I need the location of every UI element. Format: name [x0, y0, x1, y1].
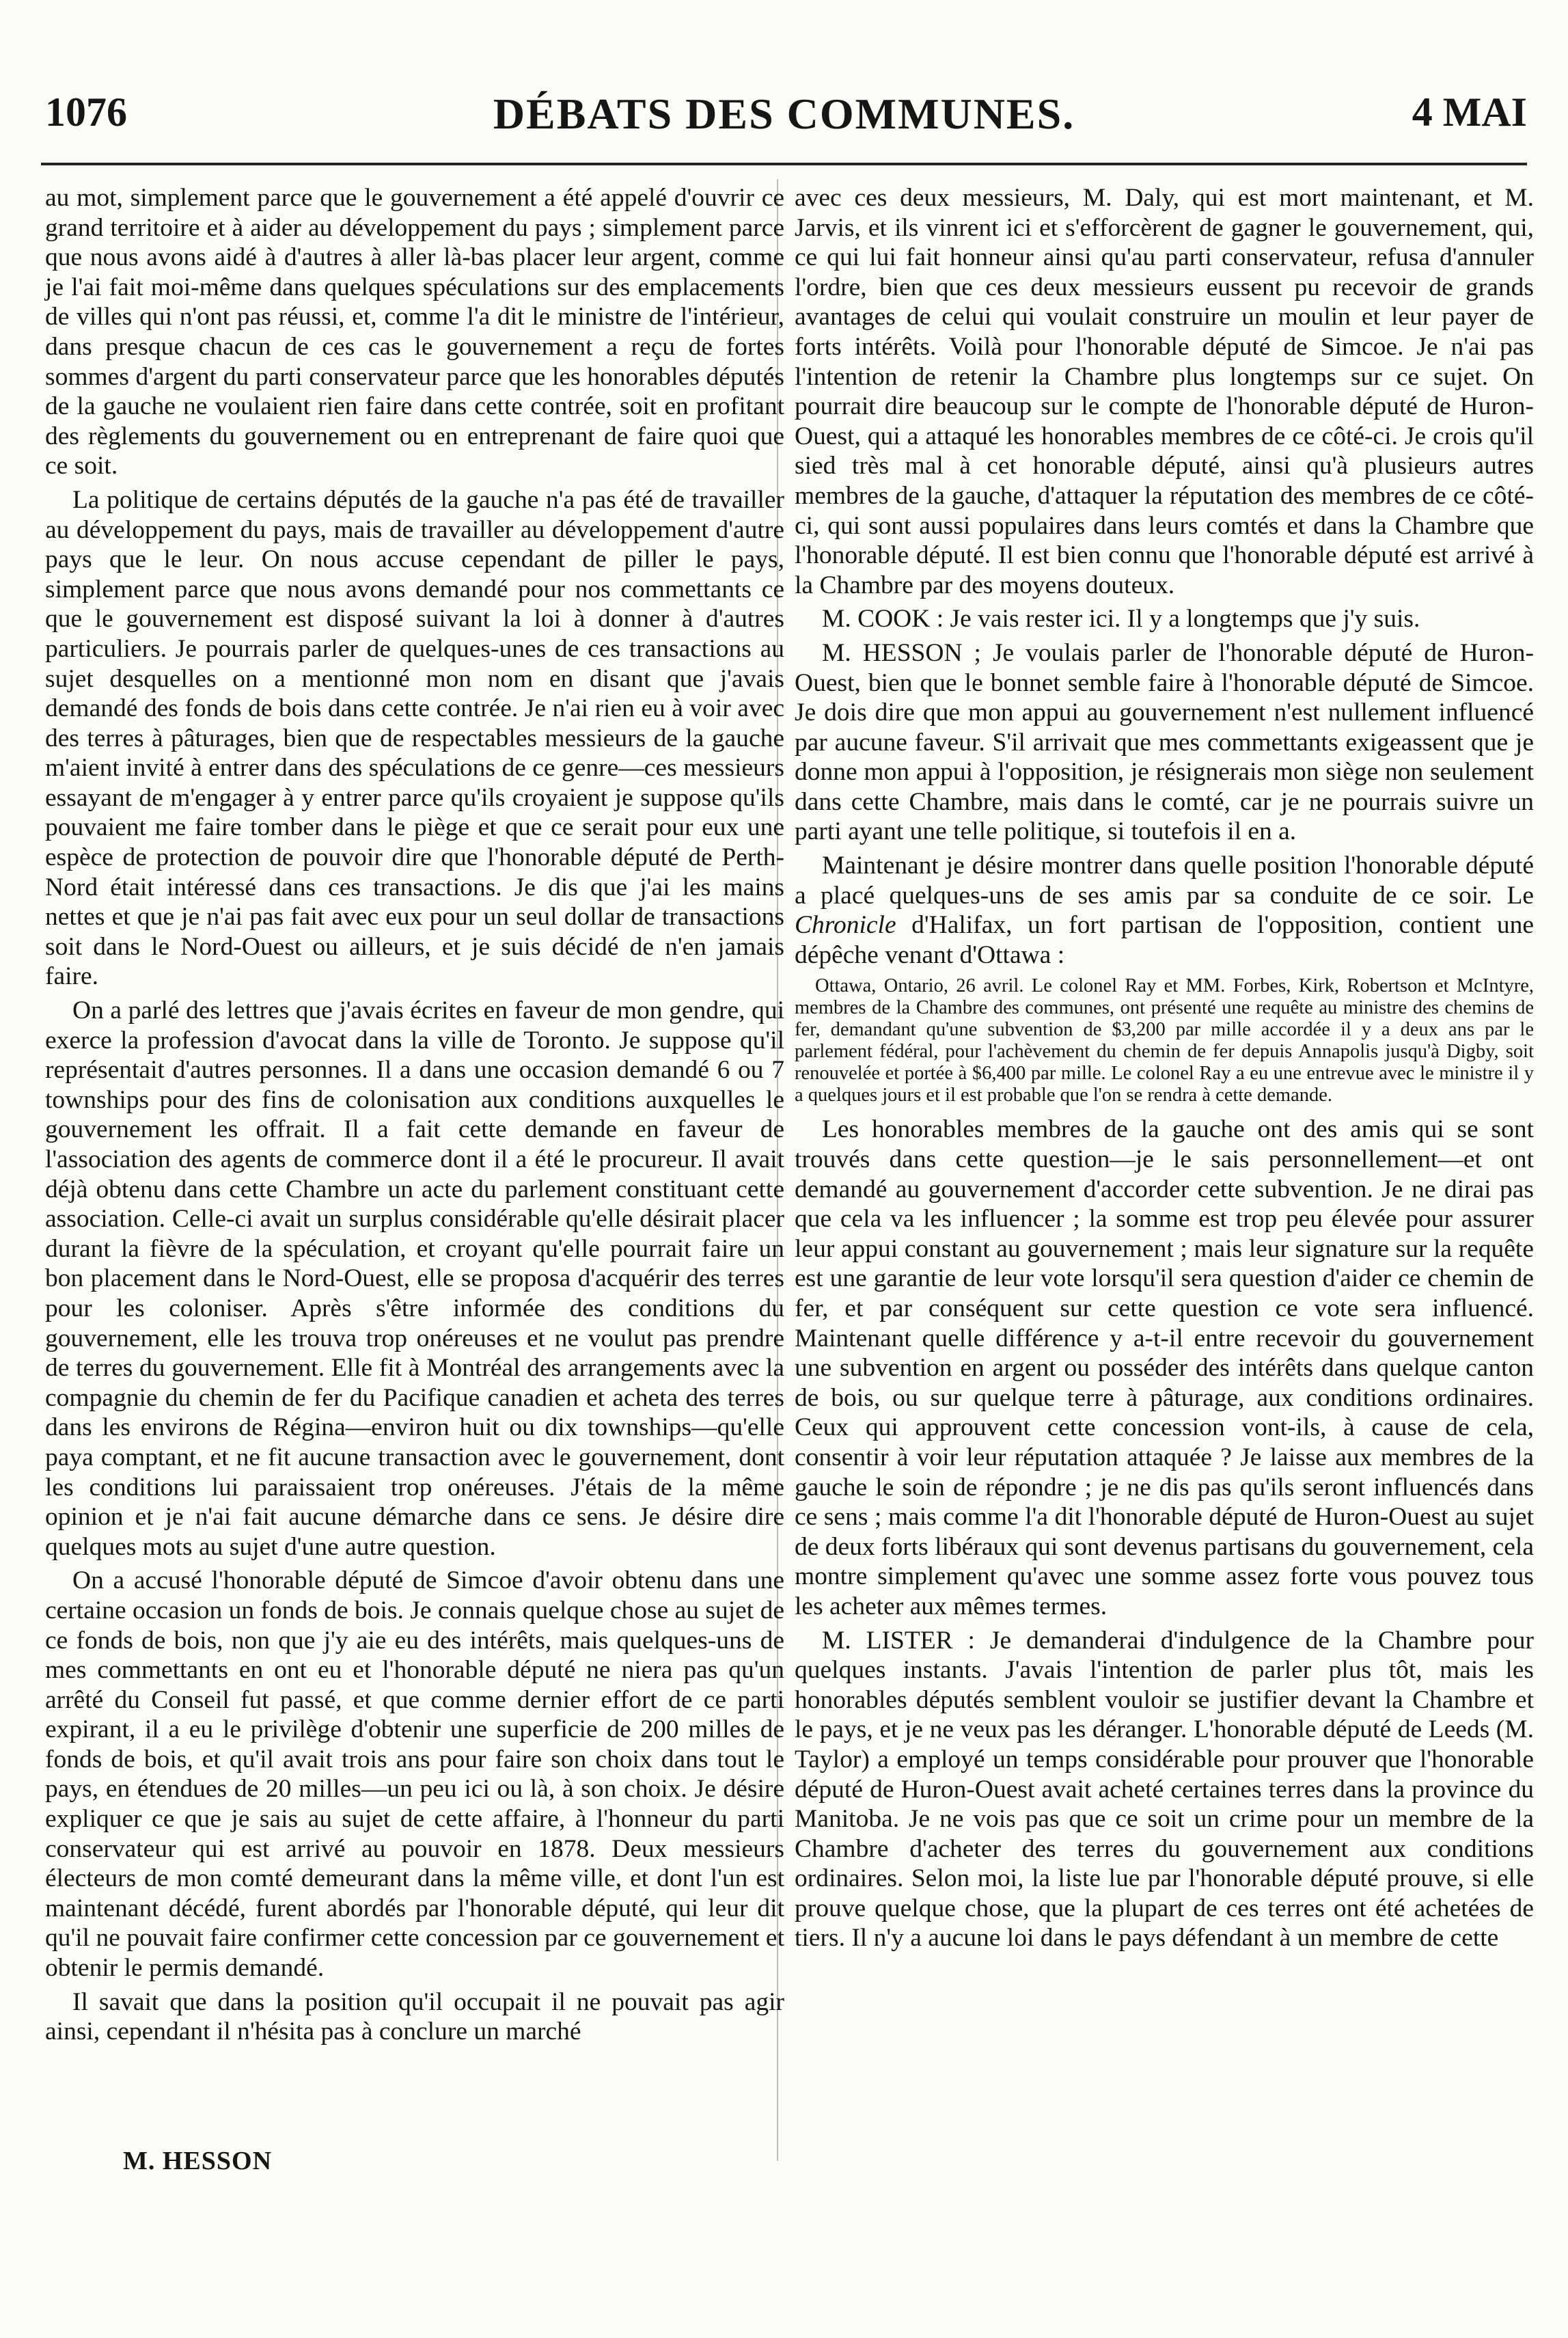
paragraph: avec ces deux messieurs, M. Daly, qui est mort maintenant, et M. Jarvis, et ils vinrent ici et s'efforcèrent de gagner le gouvernement, qui, ce qui lui fait honneur ainsi qu'au parti conservateur, refusa d'annuler l'ordre, bien que ces deux messieurs eussent pu recevoir de grands avantages de celui qui voulait construire un moulin et leur payer de forts intérêts. Voilà pour l'honorable député de Simcoe. Je n'ai pas l'intention de retenir la Chambre plus longtemps sur ce sujet. On pourrait dire beaucoup sur le compte de l'honorable député de Huron-Ouest, qui a attaqué les honorables membres de ce côté-ci. Je crois qu'il sied très mal à cet honorable député, ainsi qu'à plusieurs autres membres de la gauche, d'attaquer la réputation des membres de ce côté-ci, qui sont aussi populaires dans leurs comtés et dans la Chambre que l'honorable député. Il est bien connu que l'honorable député est arrivé à la Chambre par des moyens douteux.: [795, 184, 1534, 599]
text-span: d'Halifax, un fort partisan de l'opposition, contient une dépêche venant d'Ottawa :: [795, 911, 1534, 969]
page-footer-speaker: M. HESSON: [123, 2147, 273, 2175]
paragraph: au mot, simplement parce que le gouvernement a été appelé d'ouvrir ce grand territoire et à aider au développement du pays ; simplement parce que nous avons aidé à d'autres à aller là-bas placer leur argent, comme je l'ai fait moi-même dans quelques spéculations sur des emplacements de villes qui n'ont pas réussi, et, comme l'a dit le ministre de l'intérieur, dans presque chacun de ces cas le gouvernement a reçu de fortes sommes d'argent du parti conservateur parce que les honorables députés de la gauche ne voulaient rien faire dans cette contrée, soit en profitant des règlements du gouvernement ou en entreprenant de faire quoi que ce soit.: [45, 184, 784, 480]
page-date: 4 MAI: [1412, 90, 1527, 135]
page-number: 1076: [45, 90, 127, 135]
paragraph-hesson: M. HESSON ; Je voulais parler de l'honorable député de Huron-Ouest, bien que le bonnet semble faire à l'honorable député de Simcoe. Je dois dire que mon appui au gouvernement n'est nullement influencé par aucune faveur. S'il arrivait que mes commettants exigeassent que je donne mon appui à l'opposition, je résignerais mon siège non seulement dans cette Chambre, mais dans le comté, car je ne pourrais suivre un parti ayant une telle politique, si toutefois il en a.: [795, 638, 1534, 846]
paragraph-lister: M. LISTER : Je demanderai d'indulgence de la Chambre pour quelques instants. J'avais l'intention de parler plus tôt, mais les honorables députés semblent vouloir se justifier devant la Chambre et le pays, et je ne veux pas les déranger. L'honorable député de Leeds (M. Taylor) a employé un temps considérable pour prouver que l'honorable député de Huron-Ouest avait acheté certaines terres dans la province du Manitoba. Je ne vois pas que ce soit un crime pour un membre de la Chambre d'acheter des terres du gouvernement aux conditions ordinaires. Selon moi, la liste lue par l'honorable député prouve, si elle prouve quelque chose, que la plupart de ces terres ont été achetées de tiers. Il n'y a aucune loi dans le pays défendant à un membre de cette: [795, 1626, 1534, 1953]
paragraph: [795, 851, 1534, 970]
right-column: [795, 183, 1534, 1957]
paragraph-cook: M. COOK : Je vais rester ici. Il y a longtemps que j'y suis.: [822, 605, 1420, 634]
text-span: Maintenant je désire montrer dans quelle position l'honorable député a placé quelques-uns de ses amis par sa conduite de ce soir. Le: [795, 852, 1534, 910]
paragraph: Il savait que dans la position qu'il occupait il ne pouvait pas agir ainsi, cependant il n'hésita pas à conclure un marché: [45, 1987, 784, 2046]
paragraph: Les honorables membres de la gauche ont des amis qui se sont trouvés dans cette question—je le sais personnellement—et ont demandé au gouvernement d'accorder cette subvention. Je ne dirai pas que cela va les influencer ; la somme est trop peu élevée pour assurer leur appui constant au gouvernement ; mais leur signature sur la requête est une garantie de leur vote lorsqu'il sera question d'aider ce chemin de fer, et par conséquent sur cette question ce vote sera influencé. Maintenant quelle différence y a-t-il entre recevoir du gouvernement une subvention en argent ou posséder des intérêts dans quelque canton de bois, ou sur quelque terre à pâturage, aux conditions ordinaires. Ceux qui approuvent cette concession vont-ils, à cause de cela, consentir à voir leur réputation attaquée ? Je laisse aux membres de la gauche le soin de répondre ; je ne dis pas qu'ils seront influencés dans ce sens ; mais comme l'a dit l'honorable député de Huron-Ouest au sujet de deux forts libéraux qui sont devenus partisans du gouvernement, cela montre simplement qu'avec une somme assez forte vous pouvez tous les acheter aux mêmes termes.: [795, 1115, 1534, 1620]
newspaper-name: Chronicle: [795, 911, 896, 940]
paragraph: On a accusé l'honorable député de Simcoe d'avoir obtenu dans une certaine occasion un fonds de bois. Je connais quelque chose au sujet de ce fonds de bois, non que j'y aie eu des intérêts, mais quelques-uns de mes commettants en ont eu et l'honorable député ne niera pas qu'un arrêté du Conseil fut passé, et que comme dernier effort de ce parti expirant, il a eu le privilège d'obtenir une superficie de 200 milles de fonds de bois, et qu'il avait trois ans pour faire son choix dans tout le pays, en étendues de 20 milles—un peu ici ou là, à son choix. Je désire expliquer ce que je sais au sujet de cette affaire, à l'honneur du parti conservateur qui est arrivé au pouvoir en 1878. Deux messieurs électeurs de mon comté demeurant dans la même ville, et dont l'un est maintenant décédé, furent abordés par l'honorable député, qui leur dit qu'il ne pouvait faire confirmer cette concession par ce gouvernement et obtenir le permis demandé.: [45, 1566, 784, 1983]
quoted-dispatch: Ottawa, Ontario, 26 avril. Le colonel Ray et MM. Forbes, Kirk, Robertson et McIntyre, membres de la Chambre des communes, ont présenté une requête au ministre des chemins de fer, demandant qu'une subvention de $3,200 par mille accordée il y a deux ans par le parlement fédéral, pour l'achèvement du chemin de fer depuis Annapolis jusqu'à Digby, soit renouvelée et portée à $6,400 par mille. Le colonel Ray a eu une entrevue avec le ministre il y a quelques jours et il est probable que l'on se rendra à cette demande.: [795, 975, 1534, 1106]
header-rule: [41, 163, 1527, 165]
left-column: [45, 183, 784, 2051]
paragraph: La politique de certains députés de la gauche n'a pas été de travailler au développement du pays, mais de travailler au développement d'autre pays que le leur. On nous accuse cependant de piller le pays, simplement parce que nous avons demandé pour nos commettants ce que le gouvernement est disposé suivant la loi à donner à d'autres particuliers. Je pourrais parler de quelques-unes de ces transactions au sujet desquelles on a mentionné mon nom en disant que j'avais demandé des fonds de bois dans cette contrée. Je n'ai rien eu à voir avec des terres à pâturages, bien que de respectables messieurs de la gauche m'aient invité à entrer dans des spéculations de ce genre—ces messieurs essayant de m'engager à y entrer parce qu'ils croyaient je suppose qu'ils pouvaient me faire tomber dans le piège et que ce serait pour eux une espèce de protection de pouvoir dire que l'honorable député de Perth-Nord était intéressé dans ces transactions. Je dis que j'ai les mains nettes et que je n'ai pas fait avec eux pour un seul dollar de transactions soit dans le Nord-Ouest ou ailleurs, et je suis décidé de n'en jamais faire.: [45, 485, 784, 991]
page-title: DÉBATS DES COMMUNES.: [493, 90, 1075, 138]
page-header: [41, 89, 1527, 144]
paragraph: On a parlé des lettres que j'avais écrites en faveur de mon gendre, qui exerce la profession d'avocat dans la ville de Toronto. Je suppose qu'il représentait d'autres personnes. Il a dans une occasion demandé 6 ou 7 townships pour des fins de colonisation aux conditions auxquelles le gouvernement les offrait. Il a fait cette demande en faveur de l'association des agents de commerce dont il a été le procureur. Il avait déjà obtenu dans cette Chambre un acte du parlement constituant cette association. Celle-ci avait un surplus considérable qu'elle désirait placer durant la fièvre de la spéculation, et croyant qu'elle pourrait faire un bon placement dans le Nord-Ouest, elle se proposa d'acquérir des terres pour les coloniser. Après s'être informée des conditions du gouvernement, elle les trouva trop onéreuses et ne voulut pas prendre de terres du gouvernement. Elle fit à Montréal des arrangements avec la compagnie du chemin de fer du Pacifique canadien et acheta des terres dans les environs de Régina—environ huit ou dix townships—qu'elle paya comptant, et ne fit aucune transaction avec le gouvernement, dont les conditions lui paraissaient trop onéreuses. J'étais de la même opinion et je n'ai fait aucune démarche dans ce sens. Je désire dire quelques mots au sujet d'une autre question.: [45, 996, 784, 1561]
